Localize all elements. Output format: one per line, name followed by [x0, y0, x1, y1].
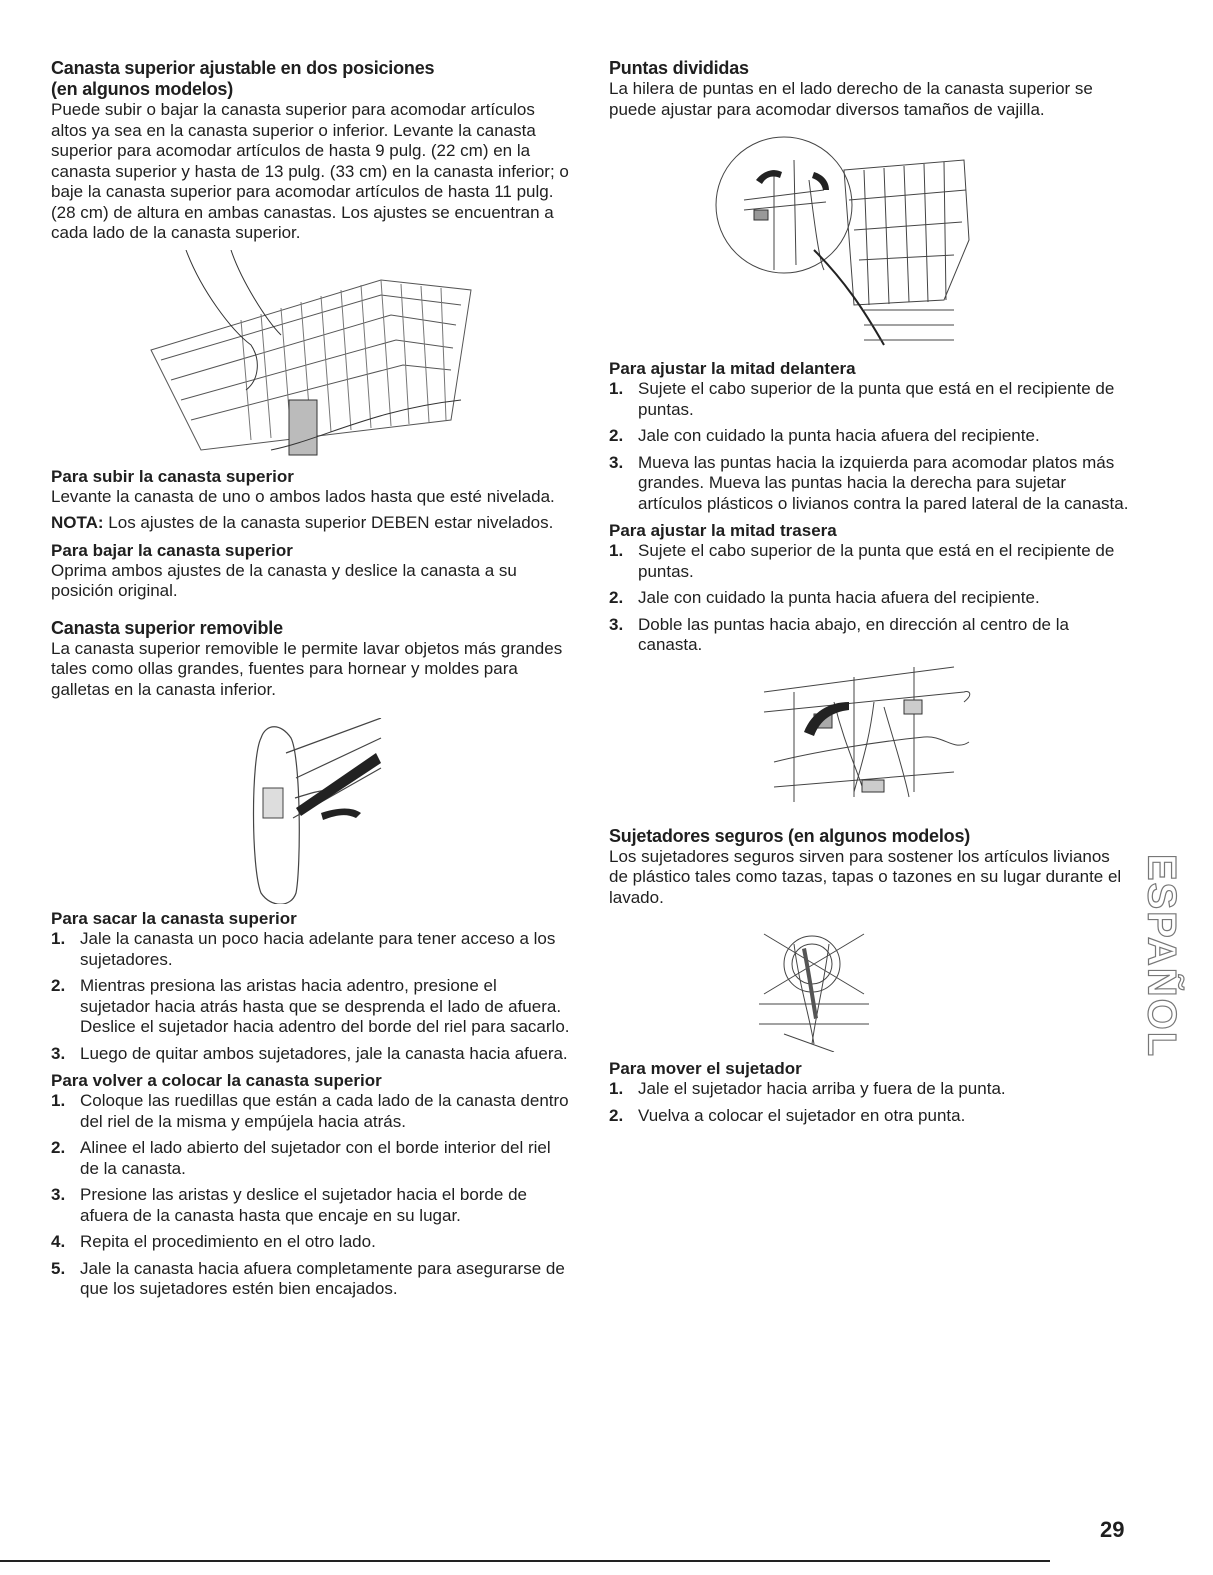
step-number: 2. — [51, 976, 66, 995]
step-number: 5. — [51, 1258, 66, 1278]
step-text: Coloque las ruedillas que están a cada lado de la canasta dentro del riel de la misma y empújela hacia atrás. — [80, 1091, 569, 1131]
back-half-heading: Para ajustar la mitad trasera — [609, 521, 837, 540]
note-text: Los ajustes de la canasta superior DEBEN estar nivelados. — [103, 513, 554, 532]
replace-rack-steps — [51, 1091, 571, 1300]
step-number: 1. — [609, 379, 624, 398]
adjustable-rack-body: Puede subir o bajar la canasta superior para acomodar artículos altos ya sea en la canasta superior o inferior. Levante la canasta superior para acomodar artículos de hasta 9 pulg. (22 cm) en la canasta superior y hasta de 13 pulg. (33 cm) en la canasta inferior; o baje la canasta superior para acomodar artículos de hasta 11 pulg. (28 cm) de altura en ambas canastas. Los ajustes se encuentran a cada lado de la canasta superior. — [51, 100, 569, 242]
back-half-steps — [609, 541, 1129, 656]
step-number: 2. — [609, 426, 624, 445]
step-number: 3. — [51, 1043, 66, 1063]
front-half-heading: Para ajustar la mitad delantera — [609, 359, 856, 378]
list-item — [609, 379, 1129, 420]
right-column — [609, 58, 1129, 1132]
step-number: 1. — [609, 541, 624, 560]
step-number: 3. — [51, 1185, 66, 1204]
section-title-secure-clips: Sujetadores seguros (en algunos modelos) — [609, 825, 971, 846]
step-text: Vuelva a colocar el sujetador en otra punta. — [638, 1105, 966, 1125]
raise-rack-body: Levante la canasta de uno o ambos lados hasta que esté nivelada. — [51, 486, 555, 506]
list-item — [51, 929, 571, 970]
step-text: Alinee el lado abierto del sujetador con el borde interior del riel de la canasta. — [80, 1138, 551, 1178]
page-number: 29 — [1100, 1517, 1125, 1542]
secure-clip-illustration — [754, 924, 1129, 1052]
step-text: Jale la canasta un poco hacia adelante para tener acceso a los sujetadores. — [80, 929, 556, 969]
step-number: 3. — [609, 614, 624, 634]
list-item — [51, 1259, 571, 1300]
move-clip-heading: Para mover el sujetador — [609, 1059, 802, 1078]
step-number: 4. — [51, 1232, 66, 1251]
step-number: 3. — [609, 452, 624, 472]
step-number: 2. — [609, 588, 624, 607]
note-paragraph — [51, 513, 571, 534]
section-title-adjustable-rack: Canasta superior ajustable en dos posiciones — [51, 58, 435, 78]
rack-stop-clip-illustration — [241, 718, 571, 904]
list-item — [51, 1044, 571, 1065]
step-text: Mientras presiona las aristas hacia adentro, presione el sujetador hacia atrás hasta que se desprenda el lado de afuera. Deslice el sujetador hacia adentro del borde del riel para sacarlo. — [80, 976, 570, 1036]
step-number: 2. — [51, 1138, 66, 1157]
left-column — [51, 58, 571, 1306]
section-title-removable-rack: Canasta superior removible — [51, 617, 283, 638]
lower-rack-body: Oprima ambos ajustes de la canasta y deslice la canasta a su posición original. — [51, 560, 517, 600]
step-text: Jale el sujetador hacia arriba y fuera de la punta. — [638, 1079, 1006, 1098]
step-text: Jale con cuidado la punta hacia afuera del recipiente. — [638, 588, 1040, 607]
lower-rack-heading: Para bajar la canasta superior — [51, 540, 293, 560]
list-item — [51, 1138, 571, 1179]
list-item — [51, 1091, 571, 1132]
list-item — [609, 1079, 1129, 1100]
section-subtitle-some-models: (en algunos modelos) — [51, 79, 234, 99]
language-side-tab — [1128, 842, 1190, 1070]
replace-rack-heading: Para volver a colocar la canasta superior — [51, 1071, 382, 1090]
bottom-rule — [0, 1560, 1050, 1562]
front-half-steps — [609, 379, 1129, 514]
step-text: Doble las puntas hacia abajo, en dirección al centro de la canasta. — [638, 614, 1069, 654]
secure-clips-body: Los sujetadores seguros sirven para sostener los artículos livianos de plástico tales como tazas, tapas o tazones en su lugar durante el lavado. — [609, 846, 1122, 907]
step-number: 1. — [609, 1079, 624, 1098]
step-text: Mueva las puntas hacia la izquierda para acomodar platos más grandes. Mueva las puntas hacia la derecha para sujetar artículos plásticos o livianos contra la pared lateral de la canasta. — [638, 452, 1129, 513]
back-tines-illustration — [754, 662, 1129, 812]
step-number: 1. — [51, 929, 66, 948]
section-title-split-tines: Puntas divididas — [609, 58, 749, 78]
step-text: Jale con cuidado la punta hacia afuera del recipiente. — [638, 426, 1040, 445]
step-number: 1. — [51, 1091, 66, 1110]
step-text: Jale la canasta hacia afuera completamente para asegurarse de que los sujetadores estén bien encajados. — [80, 1258, 565, 1298]
raise-rack-heading: Para subir la canasta superior — [51, 466, 294, 486]
list-item — [51, 976, 571, 1038]
step-text: Luego de quitar ambos sujetadores, jale la canasta hacia afuera. — [80, 1043, 568, 1063]
step-text: Sujete el cabo superior de la punta que está en el recipiente de puntas. — [638, 379, 1115, 419]
step-text: Sujete el cabo superior de la punta que está en el recipiente de puntas. — [638, 541, 1115, 581]
list-item — [609, 453, 1129, 515]
step-number: 2. — [609, 1105, 624, 1125]
remove-rack-heading: Para sacar la canasta superior — [51, 909, 297, 928]
split-tines-illustration — [714, 130, 1129, 358]
note-label: NOTA: — [51, 513, 104, 532]
step-text: Presione las aristas y deslice el sujetador hacia el borde de afuera de la canasta hasta que encaje en su lugar. — [80, 1185, 527, 1225]
move-clip-steps — [609, 1079, 1129, 1126]
list-item — [609, 615, 1129, 656]
side-tab-text: ESPAÑOL — [1139, 853, 1184, 1059]
list-item — [51, 1185, 571, 1226]
remove-rack-steps — [51, 929, 571, 1064]
removable-rack-body: La canasta superior removible le permite lavar objetos más grandes tales como ollas grandes, fuentes para hornear y moldes para galletas en la canasta inferior. — [51, 638, 563, 699]
list-item — [609, 541, 1129, 582]
step-text: Repita el procedimiento en el otro lado. — [80, 1232, 376, 1251]
split-tines-body: La hilera de puntas en el lado derecho de la canasta superior se puede ajustar para acomodar diversos tamaños de vajilla. — [609, 79, 1093, 119]
list-item — [51, 1232, 571, 1253]
list-item — [609, 1106, 1129, 1127]
list-item — [609, 588, 1129, 609]
list-item — [609, 426, 1129, 447]
rack-adjuster-illustration — [141, 250, 571, 466]
